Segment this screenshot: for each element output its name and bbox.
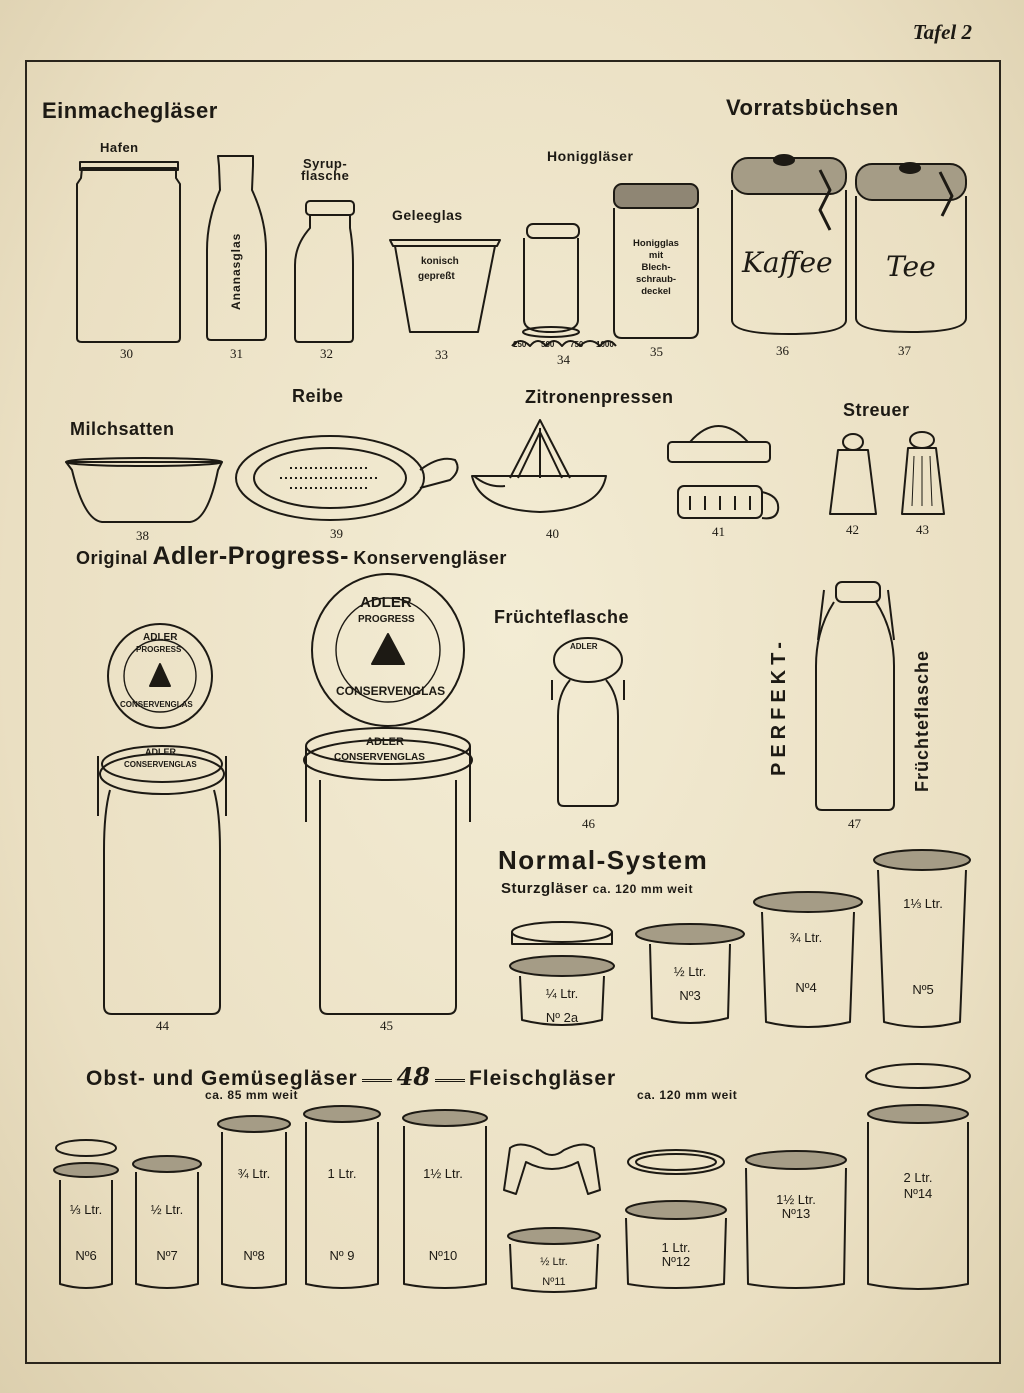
small-ring-conservenglas: CONSERVENGLAS (124, 760, 197, 769)
obst-10-volume: 1½ Ltr. (423, 1166, 463, 1181)
label-reibe: Reibe (292, 386, 344, 406)
obst-9-volume: 1 Ltr. (327, 1166, 357, 1181)
label-tee: Tee (886, 250, 936, 283)
geleeglas-illustration (390, 240, 500, 332)
item-number-32: 32 (320, 346, 333, 361)
adler-large-jar-illustration (304, 728, 472, 1014)
label-zitronenpressen: Zitronenpressen (525, 387, 674, 407)
plate-number: Tafel 2 (912, 20, 972, 44)
item-number-37: 37 (898, 343, 911, 358)
large-ring-conservenglas: CONSERVENGLAS (334, 752, 425, 763)
fleisch-14-number: Nº14 (903, 1186, 933, 1201)
item-number-46: 46 (582, 816, 595, 831)
honigglas-line-1: Honigglas (633, 238, 679, 249)
obst-width: ca. 85 mm weit (205, 1088, 299, 1102)
obst-7-number: Nº7 (156, 1248, 178, 1263)
sturz-5-volume: 1⅓ Ltr. (903, 896, 943, 911)
ring-illustration (628, 1150, 724, 1174)
fruechteflasche-illustration (552, 638, 624, 806)
sturz-3-number: Nº3 (679, 988, 701, 1003)
heading-obst-fleisch (86, 1062, 616, 1091)
item-number-45: 45 (380, 1018, 393, 1033)
honigglas-line-4: schraub- (635, 274, 677, 285)
obst-label: Obst- und Gemüsegläser (86, 1067, 358, 1090)
adler-suffix: Konservengläser (353, 548, 507, 568)
hafen-jar-illustration (77, 162, 180, 342)
obst-8-volume: ¾ Ltr. (237, 1166, 271, 1181)
item-number-36: 36 (776, 343, 789, 358)
obst-9-number: Nº 9 (329, 1248, 355, 1263)
streuer-illustrations (830, 432, 944, 514)
heading-vorratsbuechsen: Vorratsbüchsen (726, 95, 899, 120)
honey-size-750: 750 (570, 340, 584, 349)
item-number-39: 39 (330, 526, 343, 541)
honigglas-line-2: mit (648, 250, 664, 261)
sturzglas-5-illustration (874, 850, 970, 1027)
item-number-35: 35 (650, 344, 663, 359)
fleisch-width: ca. 120 mm weit (637, 1088, 738, 1102)
large-lid-adler: ADLER (360, 594, 412, 611)
item-number-38: 38 (136, 528, 149, 543)
item-number-42: 42 (846, 522, 859, 537)
zitronenpresse-glas-illustration (668, 426, 778, 518)
label-honigglas-text (616, 238, 696, 298)
obst-6-number: Nº6 (75, 1248, 97, 1263)
fleisch-label: Fleischgläser (468, 1067, 617, 1090)
fleisch-14-volume: 2 Ltr. (903, 1170, 933, 1185)
fleisch-13-number: Nº13 (781, 1206, 811, 1221)
small-lid-progress: PROGRESS (136, 645, 182, 654)
item-number-31: 31 (230, 346, 243, 361)
obst-10-number: Nº10 (428, 1248, 458, 1263)
label-fruechteflasche-vertical: Früchteflasche (912, 649, 932, 792)
label-streuer: Streuer (843, 400, 910, 420)
obst-jar-7-illustration (133, 1156, 201, 1288)
dash-left (362, 1079, 392, 1082)
adler-small-jar-illustration (98, 746, 226, 1014)
sturz-4-number: Nº4 (795, 980, 817, 995)
fleisch-11-number: Nº11 (542, 1276, 566, 1288)
item-number-47: 47 (848, 816, 861, 831)
tee-tin-illustration (856, 163, 966, 332)
fleisch-12-number: Nº12 (661, 1254, 691, 1269)
obst-6-volume: ⅓ Ltr. (69, 1202, 103, 1217)
label-ananasglas: Ananasglas (229, 232, 243, 310)
syrup-bottle-illustration (295, 201, 354, 342)
honigglas-line-5: deckel (641, 286, 671, 297)
item-number-40: 40 (546, 526, 559, 541)
label-gepresst: gepreßt (418, 271, 455, 282)
small-lid-conservenglas: CONSERVENGLAS (120, 700, 193, 709)
adler-prefix: Original (76, 548, 149, 568)
sturz-5-number: Nº5 (912, 982, 934, 997)
label-hafen: Hafen (100, 140, 139, 155)
heading-adler-progress (76, 542, 507, 571)
sturzglas-4-illustration (754, 892, 862, 1027)
small-lid-adler: ADLER (143, 632, 178, 643)
zitronenpresse-illustration (472, 420, 606, 512)
sturz-2a-number: Nº 2a (545, 1010, 579, 1025)
large-lid-conservenglas: CONSERVENGLAS (336, 684, 446, 698)
item-number-44: 44 (156, 1018, 169, 1033)
heading-einmachglaeser: Einmachegläser (42, 98, 218, 123)
label-syrup: Syrup- (303, 156, 348, 171)
label-geleeglas: Geleeglas (392, 207, 463, 223)
obst-7-volume: ½ Ltr. (150, 1202, 184, 1217)
flasche-lid-adler: ADLER (570, 642, 598, 651)
adler-name: Adler-Progress- (152, 542, 349, 570)
sturz-2a-volume: ¼ Ltr. (545, 986, 579, 1001)
large-ring-adler: ADLER (366, 736, 404, 748)
perfekt-flasche-illustration (816, 582, 894, 810)
sturz-label: Sturzgläser (501, 880, 589, 897)
sturz-width: ca. 120 mm weit (592, 882, 694, 896)
item-number-33: 33 (435, 347, 448, 362)
fleisch-12-volume: 1 Ltr. (661, 1240, 691, 1255)
item-number-34: 34 (557, 352, 570, 367)
reibe-illustration (236, 436, 458, 520)
sturz-4-volume: ¾ Ltr. (789, 930, 823, 945)
label-milchsatten: Milchsatten (70, 419, 175, 439)
sturz-3-volume: ½ Ltr. (673, 964, 707, 979)
label-flasche: flasche (301, 168, 350, 183)
heading-sturzglaeser (501, 880, 693, 898)
fleisch-11-volume: ½ Ltr. (540, 1256, 568, 1268)
item-number-43: 43 (916, 522, 929, 537)
obst-8-number: Nº8 (243, 1248, 265, 1263)
dash-right (435, 1079, 465, 1082)
large-lid-progress: PROGRESS (358, 614, 415, 625)
clamp-illustration (504, 1144, 600, 1194)
honey-jar-illustration (512, 224, 616, 346)
label-kaffee: Kaffee (742, 246, 833, 279)
item-number-41: 41 (712, 524, 725, 539)
label-konisch: konisch (421, 256, 459, 267)
milchsatte-illustration (66, 458, 222, 522)
small-ring-adler: ADLER (145, 747, 176, 757)
honey-size-500: 500 (541, 340, 555, 349)
heading-normal-system: Normal-System (498, 845, 709, 875)
fleisch-13-volume: 1½ Ltr. (776, 1192, 816, 1207)
label-perfekt: PERFEKT- (768, 637, 790, 776)
label-fruechteflasche: Früchteflasche (494, 607, 630, 627)
item-number-30: 30 (120, 346, 133, 361)
honey-size-250: 250 (513, 340, 527, 349)
honey-size-1000: 1000 (596, 340, 614, 349)
honigglas-line-3: Blech- (641, 262, 671, 273)
label-honigglaeser: Honiggläser (547, 148, 634, 164)
kaffee-tin-illustration (732, 155, 846, 334)
heading-48: 48 (396, 1062, 431, 1091)
